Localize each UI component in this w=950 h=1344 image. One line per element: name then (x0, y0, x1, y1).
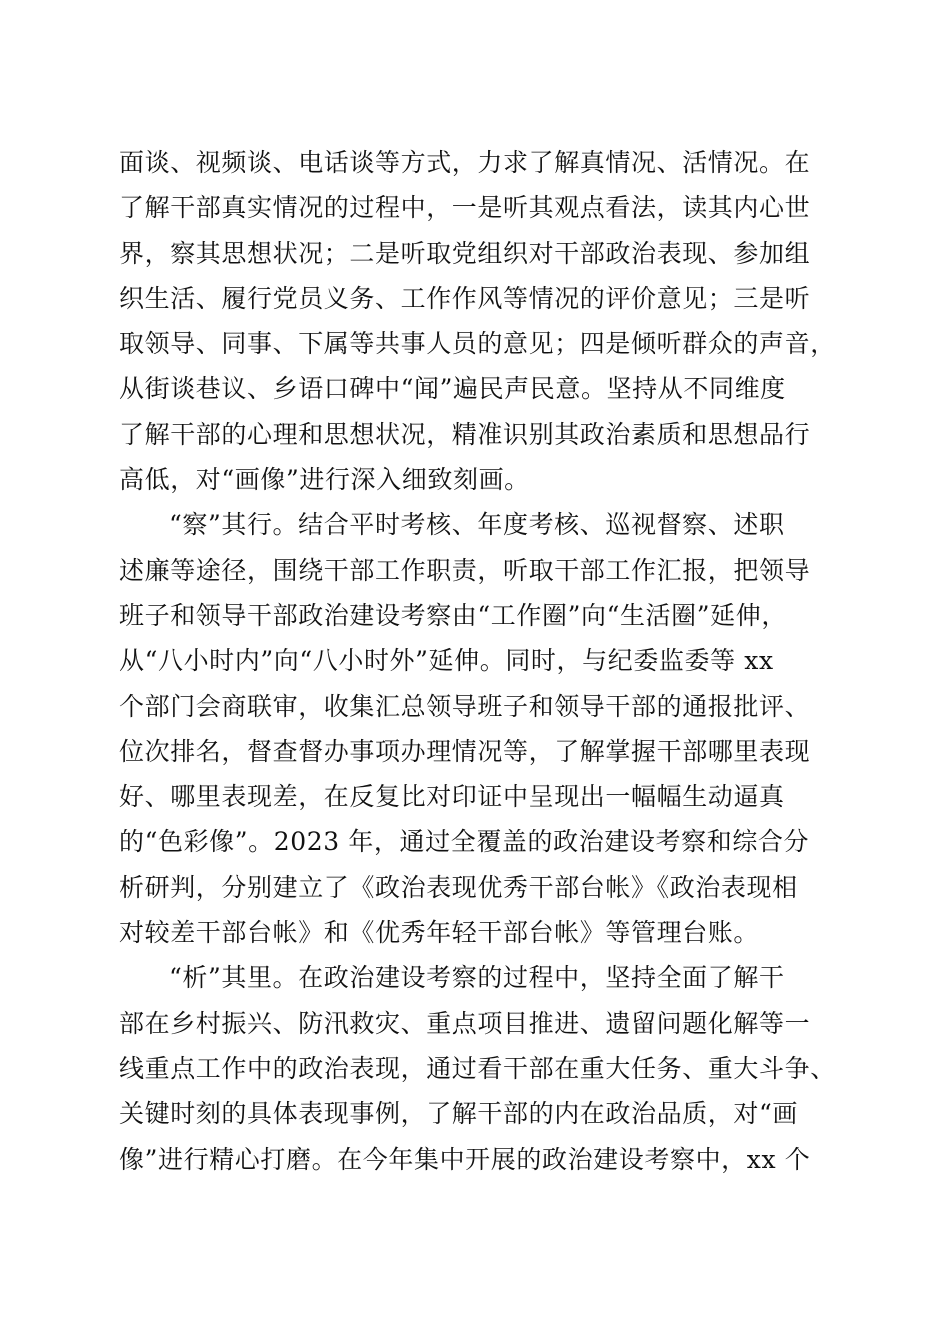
text-line: 线重点工作中的政治表现，通过看干部在重大任务、重大斗争、 (119, 1053, 836, 1083)
text-line: 位次排名，督查督办事项办理情况等，了解掌握干部哪里表现 (119, 736, 811, 766)
text-line: 析研判，分别建立了《政治表现优秀干部台帐》《政治表现相 (119, 872, 798, 902)
text-line: 像”进行精心打磨。在今年集中开展的政治建设考察中，xx 个 (119, 1144, 811, 1174)
paragraph-start-line: “析”其里。在政治建设考察的过程中，坚持全面了解干 (169, 963, 785, 993)
document-body (119, 140, 839, 1182)
text-line: 个部门会商联审，收集汇总领导班子和领导干部的通报批评、 (119, 691, 811, 721)
text-line: 了解干部真实情况的过程中，一是听其观点看法，读其内心世 (119, 193, 811, 223)
text-line: 对较差干部台帐》和《优秀年轻干部台帐》等管理台账。 (119, 918, 760, 948)
text-line: 了解干部的心理和思想状况，精准识别其政治素质和思想品行 (119, 419, 811, 449)
paragraph-start-line: “察”其行。结合平时考核、年度考核、巡视督察、述职 (169, 510, 785, 540)
text-line: 的“色彩像”。2023 年，通过全覆盖的政治建设考察和综合分 (119, 827, 810, 857)
text-line: 部在乡村振兴、防汛救灾、重点项目推进、遗留问题化解等一 (119, 1008, 811, 1038)
text-line: 从“八小时内”向“八小时外”延伸。同时，与纪委监委等 xx (119, 646, 774, 676)
text-line: 取领导、同事、下属等共事人员的意见；四是倾听群众的声音， (119, 329, 836, 359)
text-line: 述廉等途径，围绕干部工作职责，听取干部工作汇报，把领导 (119, 555, 811, 585)
text-line: 关键时刻的具体表现事例，了解干部的内在政治品质，对“画 (119, 1099, 798, 1129)
text-line: 从街谈巷议、乡语口碑中“闻”遍民声民意。坚持从不同维度 (119, 374, 786, 404)
text-line: 好、哪里表现差，在反复比对印证中呈现出一幅幅生动逼真 (119, 782, 785, 812)
text-line: 面谈、视频谈、电话谈等方式，力求了解真情况、活情况。在 (119, 148, 811, 177)
text-line: 界，察其思想状况；二是听取党组织对干部政治表现、参加组 (119, 238, 811, 268)
text-line: 班子和领导干部政治建设考察由“工作圈”向“生活圈”延伸， (119, 600, 787, 630)
text-line: 高低，对“画像”进行深入细致刻画。 (119, 465, 530, 495)
text-line: 织生活、履行党员义务、工作作风等情况的评价意见；三是听 (119, 283, 811, 313)
